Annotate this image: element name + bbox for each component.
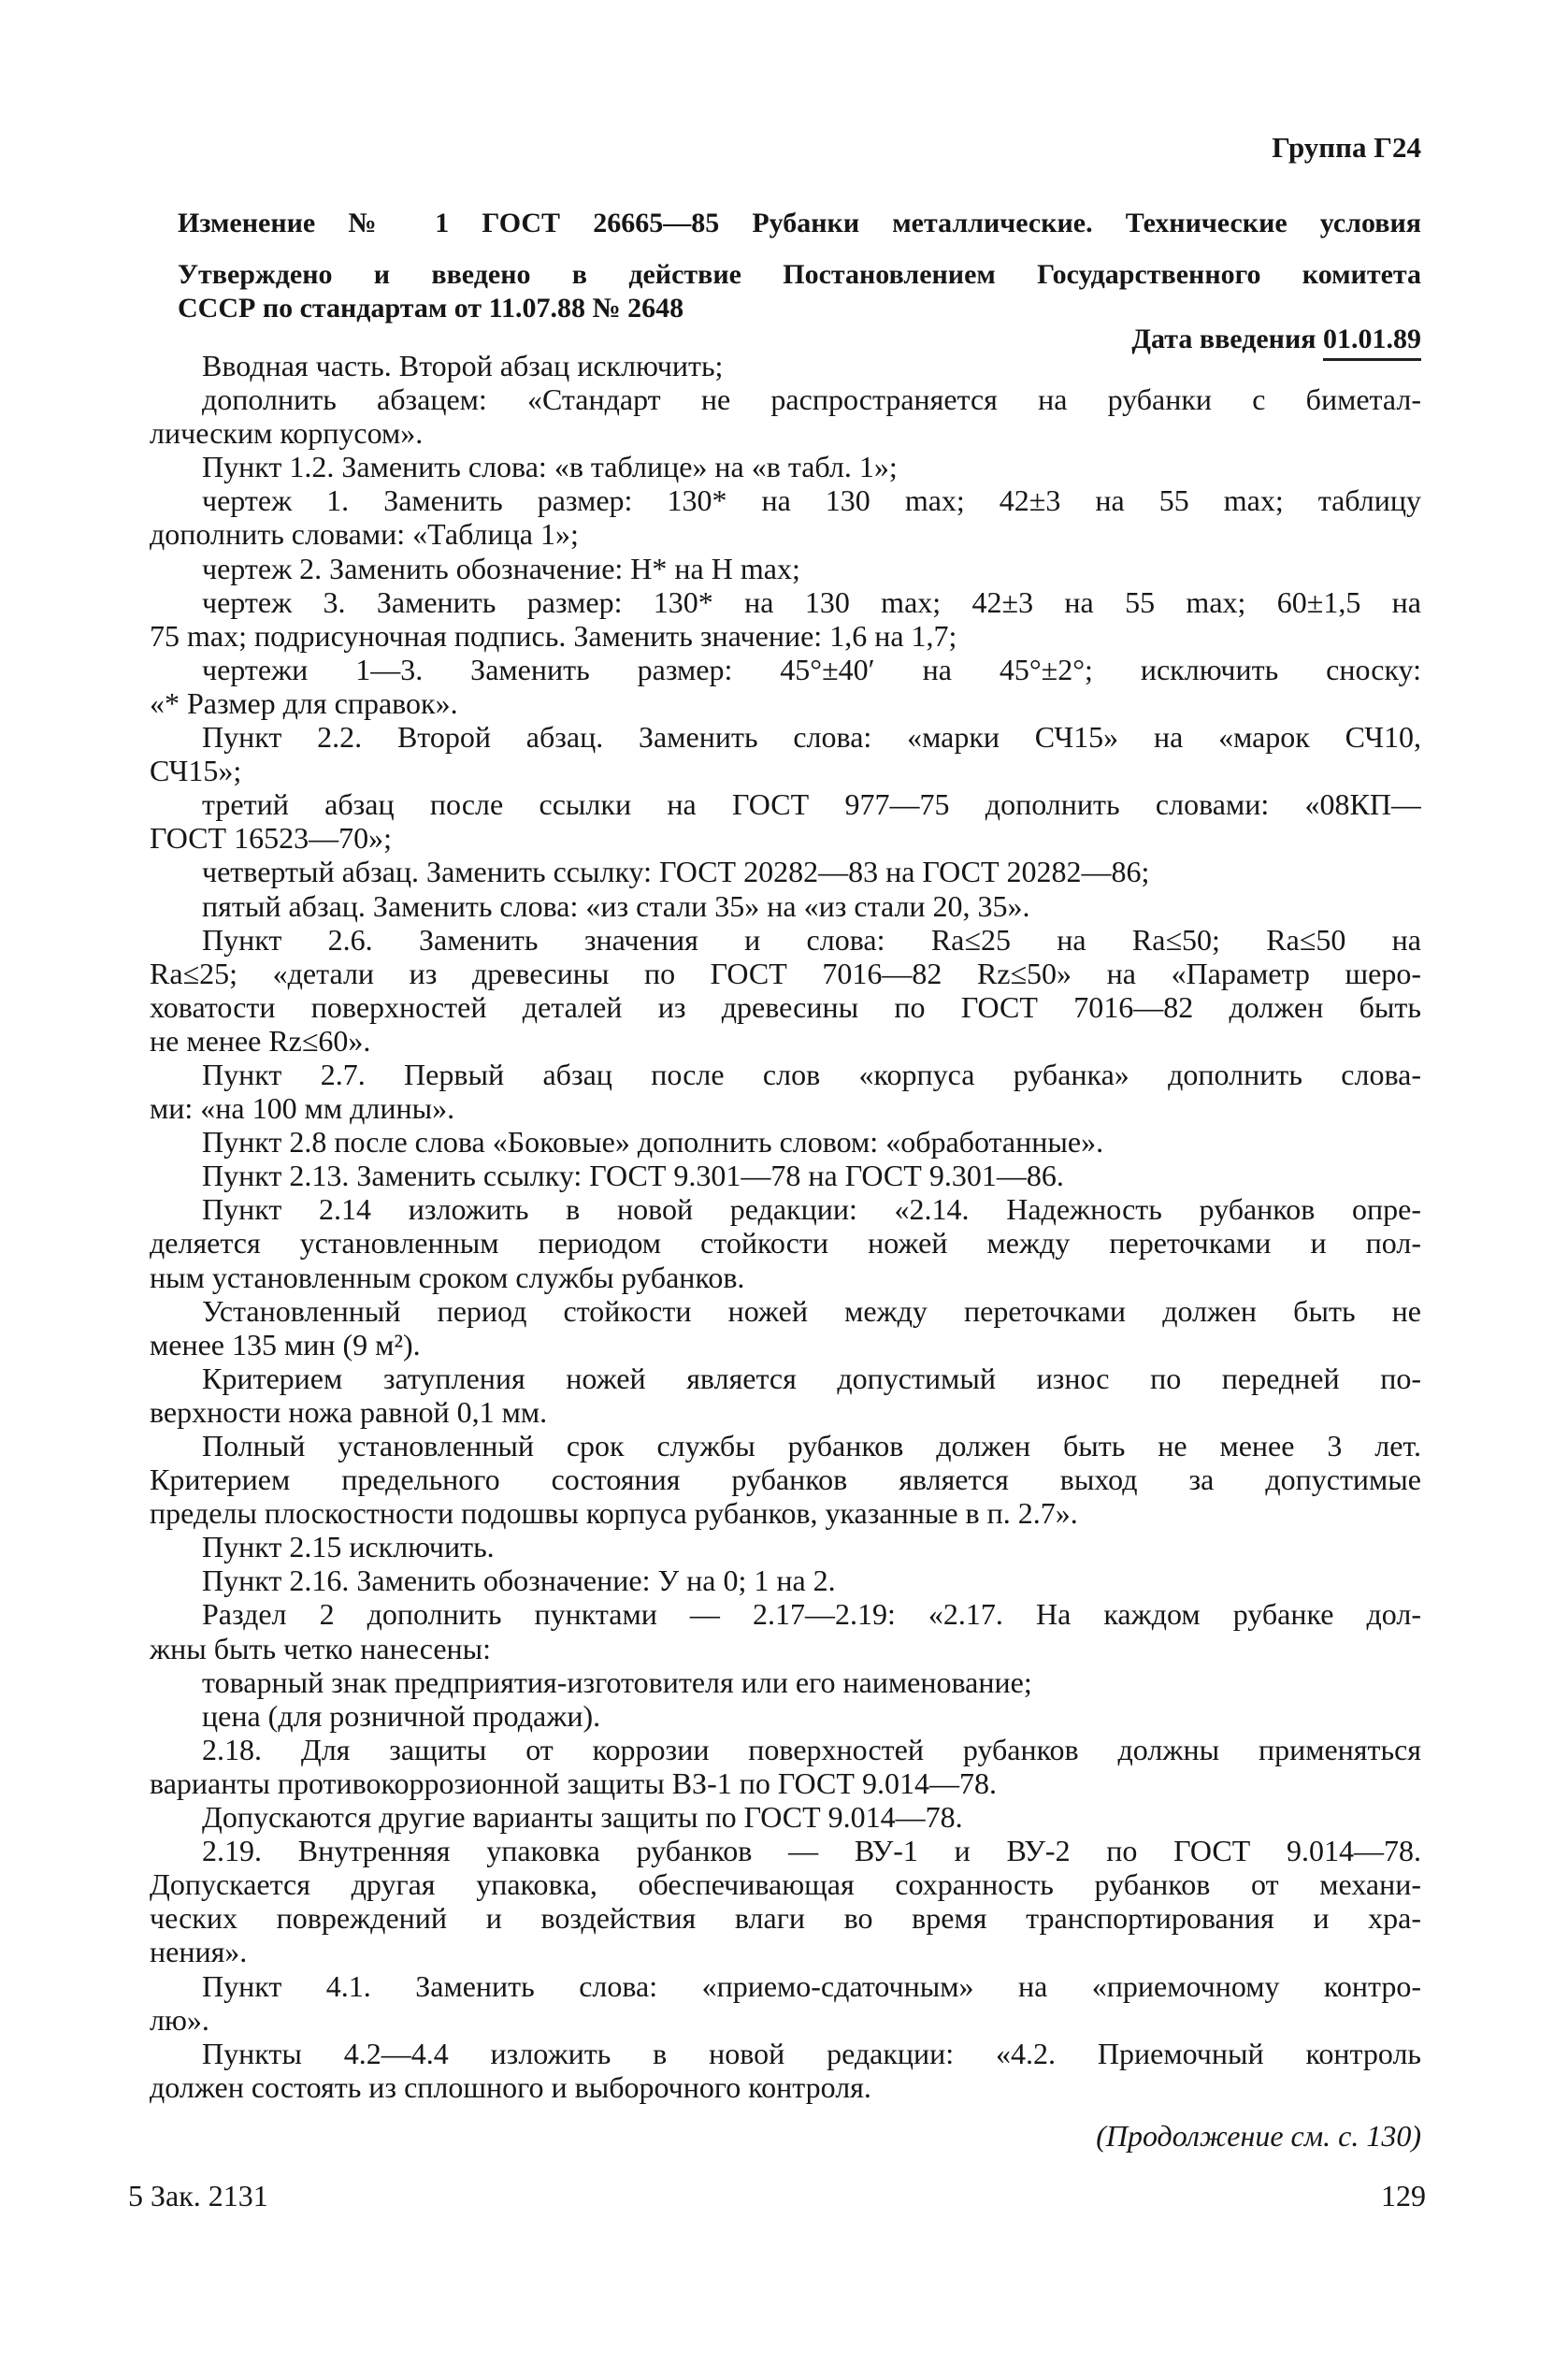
text-line: 2.18. Для защиты от коррозии поверхностей рубанков должны применяться — [202, 1732, 1421, 1766]
text-line: варианты противокоррозионной защиты ВЗ-1 по ГОСТ 9.014—78. — [150, 1765, 997, 1800]
text-line: Пункты 4.2—4.4 изложить в новой редакции: «4.2. Приемочный контроль — [202, 2036, 1421, 2070]
text-line: дополнить абзацем: «Стандарт не распространяется на рубанки с биметал- — [202, 382, 1421, 417]
document-body — [150, 349, 1421, 2104]
text-line: Установленный период стойкости ножей между переточками должен быть не — [202, 1293, 1421, 1328]
text-line: Полный установленный срок службы рубанков должен быть не менее 3 лет. — [202, 1429, 1421, 1462]
text-line: Пункт 2.8 после слова «Боковые» дополнить словом: «обработанные». — [202, 1125, 1104, 1160]
text-line: Пункт 2.14 изложить в новой редакции: «2.14. Надежность рубанков опре- — [202, 1192, 1421, 1227]
text-line: товарный знак предприятия-изготовителя или его наименование; — [202, 1664, 1032, 1699]
text-line: верхности ножа равной 0,1 мм. — [150, 1394, 548, 1429]
text-line: лическим корпусом». — [150, 416, 424, 451]
text-line: 75 max; подрисуночная подпись. Заменить значение: 1,6 на 1,7; — [150, 618, 957, 653]
text-line: Пункт 1.2. Заменить слова: «в таблице» на «в табл. 1»; — [202, 450, 898, 484]
text-line: ческих повреждений и воздействия влаги во время транспортирования и хра- — [150, 1901, 1421, 1936]
text-line: ным установленным сроком службы рубанков. — [150, 1260, 745, 1294]
text-line: Пункт 4.1. Заменить слова: «приемо-сдаточным» на «приемочному контро- — [202, 1968, 1421, 2003]
text-line: пятый абзац. Заменить слова: «из стали 35» на «из стали 20, 35». — [202, 888, 1030, 923]
text-line: Раздел 2 дополнить пунктами — 2.17—2.19: «2.17. На каждом рубанке дол- — [202, 1597, 1421, 1632]
text-line: Пункт 2.6. Заменить значения и слова: Ra≤25 на Ra≤50; Ra≤50 на — [202, 922, 1421, 957]
text-line: четвертый абзац. Заменить ссылку: ГОСТ 20282—83 на ГОСТ 20282—86; — [202, 855, 1150, 889]
approval-line-1: Утверждено и введено в действие Постановлением Государственного комитета — [178, 259, 1421, 290]
text-line: Критерием предельного состояния рубанков является выход за допустимые — [150, 1462, 1421, 1497]
effective-date-value: 01.01.89 — [1323, 324, 1421, 361]
text-line: менее 135 мин (9 м²). — [150, 1327, 421, 1362]
text-line: Пункт 2.13. Заменить ссылку: ГОСТ 9.301—78 на ГОСТ 9.301—86. — [202, 1159, 1064, 1193]
text-line: Критерием затупления ножей является допустимый износ по передней по- — [202, 1361, 1421, 1395]
text-line: Допускается другая упаковка, обеспечивающая сохранность рубанков от механи- — [150, 1867, 1421, 1902]
text-line: ГОСТ 16523—70»; — [150, 821, 392, 856]
text-line: должен состоять из сплошного и выборочного контроля. — [150, 2069, 871, 2104]
text-line: Пункт 2.2. Второй абзац. Заменить слова: «марки СЧ15» на «марок СЧ10, — [202, 720, 1421, 755]
text-line: ховатости поверхностей деталей из древесины по ГОСТ 7016—82 должен быть — [150, 989, 1421, 1024]
text-line: СЧ15»; — [150, 754, 242, 788]
text-line: Вводная часть. Второй абзац исключить; — [202, 349, 724, 382]
text-line: ми: «на 100 мм длины». — [150, 1091, 455, 1126]
text-line: дополнить словами: «Таблица 1»; — [150, 517, 579, 552]
approval-line-2: СССР по стандартам от 11.07.88 № 2648 — [178, 293, 684, 324]
text-line: 2.19. Внутренняя упаковка рубанков — ВУ-1 и ВУ-2 по ГОСТ 9.014—78. — [202, 1834, 1421, 1868]
continuation-note: (Продолжение см. с. 130) — [1096, 2119, 1421, 2153]
text-line: лю». — [150, 2002, 209, 2037]
text-line: жны быть четко нанесены: — [150, 1631, 492, 1665]
text-line: Пункт 2.16. Заменить обозначение: У на 0; 1 на 2. — [202, 1563, 836, 1598]
text-line: пределы плоскостности подошвы корпуса рубанков, указанные в п. 2.7». — [150, 1496, 1078, 1531]
text-line: Допускаются другие варианты защиты по ГОСТ 9.014—78. — [202, 1800, 963, 1835]
page-number: 129 — [1381, 2179, 1426, 2212]
text-line: «* Размер для справок». — [150, 685, 458, 720]
text-line: чертеж 1. Заменить размер: 130* на 130 max; 42±3 на 55 max; таблицу — [202, 483, 1421, 518]
text-line: Пункт 2.15 исключить. — [202, 1530, 495, 1564]
order-number: 5 Зак. 2131 — [128, 2179, 268, 2212]
text-line: Ra≤25; «детали из древесины по ГОСТ 7016—82 Rz≤50» на «Параметр шеро- — [150, 956, 1421, 990]
text-line: деляется установленным периодом стойкости ножей между переточками и пол- — [150, 1226, 1421, 1261]
text-line: Пункт 2.7. Первый абзац после слов «корпуса рубанка» дополнить слова- — [202, 1057, 1421, 1091]
text-line: нения». — [150, 1935, 248, 1969]
effective-date-label: Дата введения — [1131, 324, 1316, 354]
text-line: чертеж 3. Заменить размер: 130* на 130 max; 42±3 на 55 max; 60±1,5 на — [202, 584, 1421, 619]
text-line: чертежи 1—3. Заменить размер: 45°±40′ на 45°±2°; исключить сноску: — [202, 652, 1421, 686]
group-code: Группа Г24 — [1272, 131, 1421, 164]
text-line: чертеж 2. Заменить обозначение: H* на H max; — [202, 551, 800, 585]
text-line: цена (для розничной продажи). — [202, 1698, 601, 1733]
text-line: не менее Rz≤60». — [150, 1023, 371, 1058]
text-line: третий абзац после ссылки на ГОСТ 977—75 дополнить словами: «08КП— — [202, 787, 1421, 822]
document-title: Изменение № 1 ГОСТ 26665—85 Рубанки металлические. Технические условия — [178, 208, 1421, 238]
